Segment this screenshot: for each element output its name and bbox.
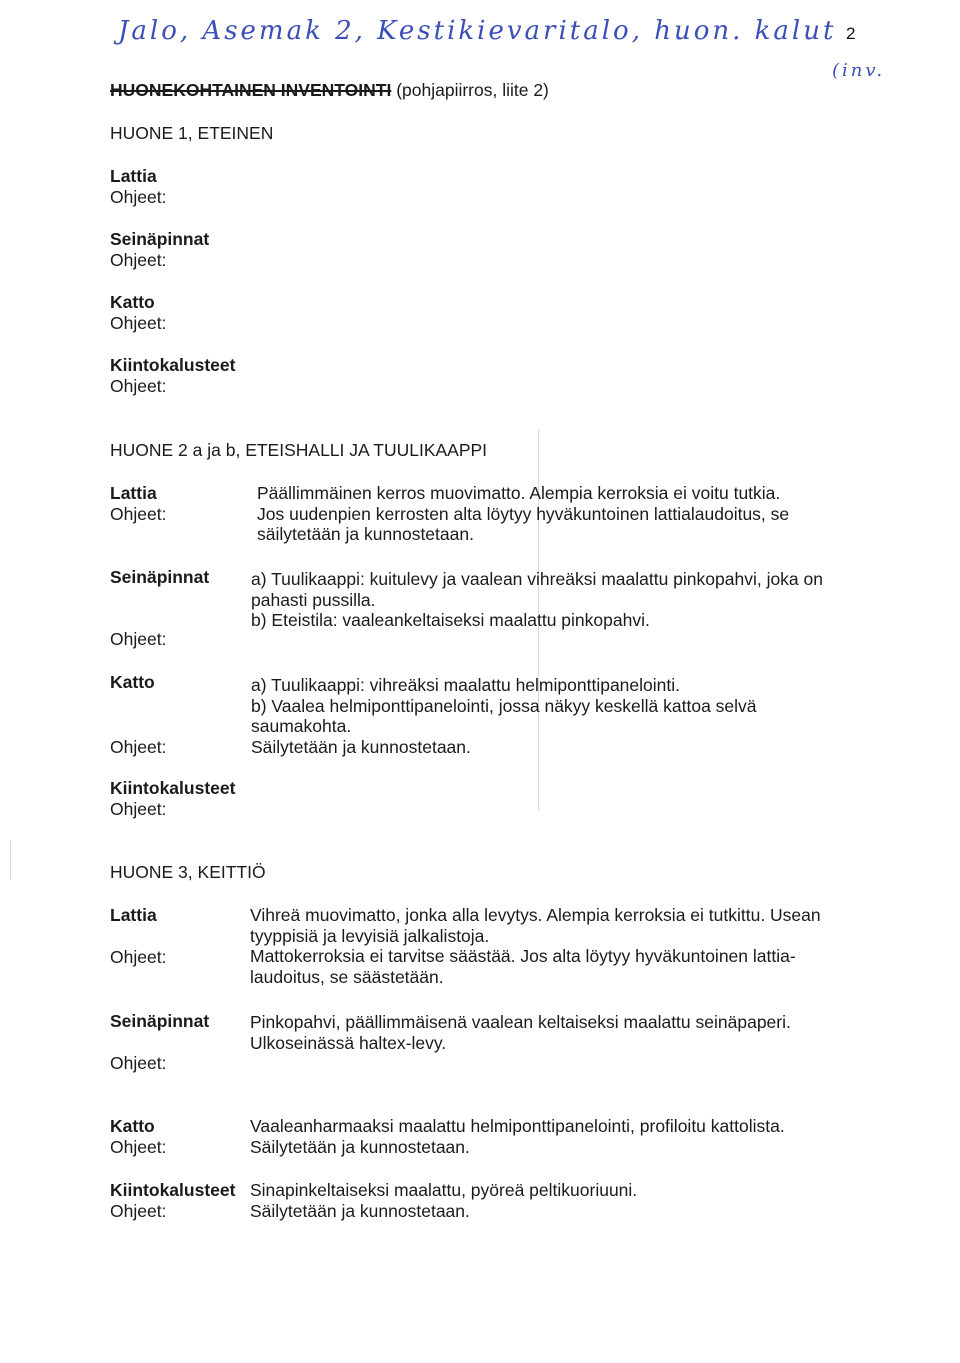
room1-katto [110,292,166,333]
text-line: saumakohta. [251,716,352,736]
guide-label: Ohjeet: [110,1136,167,1157]
section-label: Lattia [110,483,157,503]
guide-label: Ohjeet: [110,186,167,207]
text-line: Vaaleanharmaaksi maalattu helmiponttipanelointi, profiloitu kattolista. [250,1116,785,1136]
room3-title: HUONE 3, KEITTIÖ [110,862,266,882]
text-line: a) Tuulikaappi: kuitulevy ja vaalean vihreäksi maalattu pinkopahvi, joka on [251,569,823,589]
text-line: Vihreä muovimatto, jonka alla levytys. Alempia kerroksia ei tutkittu. Usean [250,905,821,925]
guide-label: Ohjeet: [110,375,167,396]
page-number: 2 [846,24,856,43]
text-line: b) Eteistila: vaaleankeltaiseksi maalattu pinkopahvi. [251,610,650,630]
room1-lattia [110,166,166,207]
room2-katto-guide: Ohjeet: [110,737,167,757]
text-line: laudoitus, se säästetään. [250,966,444,987]
room1-kiintokalusteet [110,355,235,396]
text-line: Päällimmäinen kerros muovimatto. Alempia kerroksia ei voitu tutkia. [257,483,781,503]
section-label: Katto [110,292,155,312]
heading-suffix: (pohjapiirros, liite 2) [396,80,549,100]
text-line: Pinkopahvi, päällimmäisenä vaalean keltaiseksi maalattu seinäpaperi. [250,1012,791,1032]
text-line: säilytetään ja kunnostetaan. [257,524,474,544]
room1-title: HUONE 1, ETEINEN [110,123,274,143]
guide-label: Ohjeet: [110,1200,167,1221]
room3-katto-text [250,1116,785,1157]
text-line: Jos uudenpien kerrosten alta löytyy hyväkuntoinen lattialaudoitus, se [257,503,790,524]
room3-seinapinnat-guide: Ohjeet: [110,1053,167,1073]
document-heading [110,80,549,101]
text-line: a) Tuulikaappi: vihreäksi maalattu helmiponttipanelointi. [251,675,680,695]
room3-lattia-text [250,905,821,987]
text-line: pahasti pussilla. [251,589,376,610]
room2-seinapinnat-guide: Ohjeet: [110,629,167,649]
room3-seinapinnat-text [250,1012,791,1053]
room2-lattia-labels [110,483,166,524]
room3-seinapinnat-label: Seinäpinnat [110,1011,210,1031]
room3-lattia-guide: Ohjeet: [110,947,167,967]
room2-katto-text [251,675,757,757]
section-label: Lattia [110,166,157,186]
text-line: Sinapinkeltaiseksi maalattu, pyöreä peltikuoriuuni. [250,1180,638,1200]
text-line: Säilytetään ja kunnostetaan. [251,736,471,757]
text-line: b) Vaalea helmiponttipanelointi, jossa näkyy keskellä kattoa selvä [251,695,757,716]
text-line: Ulkoseinässä haltex-levy. [250,1032,447,1053]
room2-kiintokalusteet [110,778,235,819]
handwritten-header: Jalo, Asemak 2, Kestikievaritalo, huon. kalut [118,16,837,46]
guide-label: Ohjeet: [110,798,167,819]
room2-title: HUONE 2 a ja b, ETEISHALLI JA TUULIKAAPPI [110,440,488,460]
room2-seinapinnat-label: Seinäpinnat [110,567,210,587]
section-label: Kiintokalusteet [110,355,236,375]
guide-label: Ohjeet: [110,249,167,270]
section-label: Kiintokalusteet [110,1180,236,1200]
text-line: Säilytetään ja kunnostetaan. [250,1136,470,1157]
struck-heading: HUONEKOHTAINEN INVENTOINTI [110,80,392,100]
room1-seinapinnat [110,229,209,270]
handwritten-inventory-note: (inv. [832,60,886,81]
room3-katto-labels [110,1116,166,1157]
text-line: Mattokerroksia ei tarvitse säästää. Jos alta löytyy hyväkuntoinen lattia- [250,946,796,966]
room3-kiintokalusteet-labels [110,1180,235,1221]
room2-katto-label: Katto [110,672,155,692]
room3-lattia-label: Lattia [110,905,157,925]
section-label: Katto [110,1116,155,1136]
section-label: Seinäpinnat [110,229,210,249]
room2-seinapinnat-text [251,569,823,631]
guide-label: Ohjeet: [110,503,167,524]
guide-label: Ohjeet: [110,312,167,333]
section-label: Kiintokalusteet [110,778,236,798]
text-line: tyyppisiä ja levyisiä jalkalistoja. [250,925,490,946]
text-line: Säilytetään ja kunnostetaan. [250,1200,470,1221]
faint-edge-mark [10,840,11,880]
room2-lattia-text [257,483,789,545]
room3-kiintokalusteet-text [250,1180,637,1221]
